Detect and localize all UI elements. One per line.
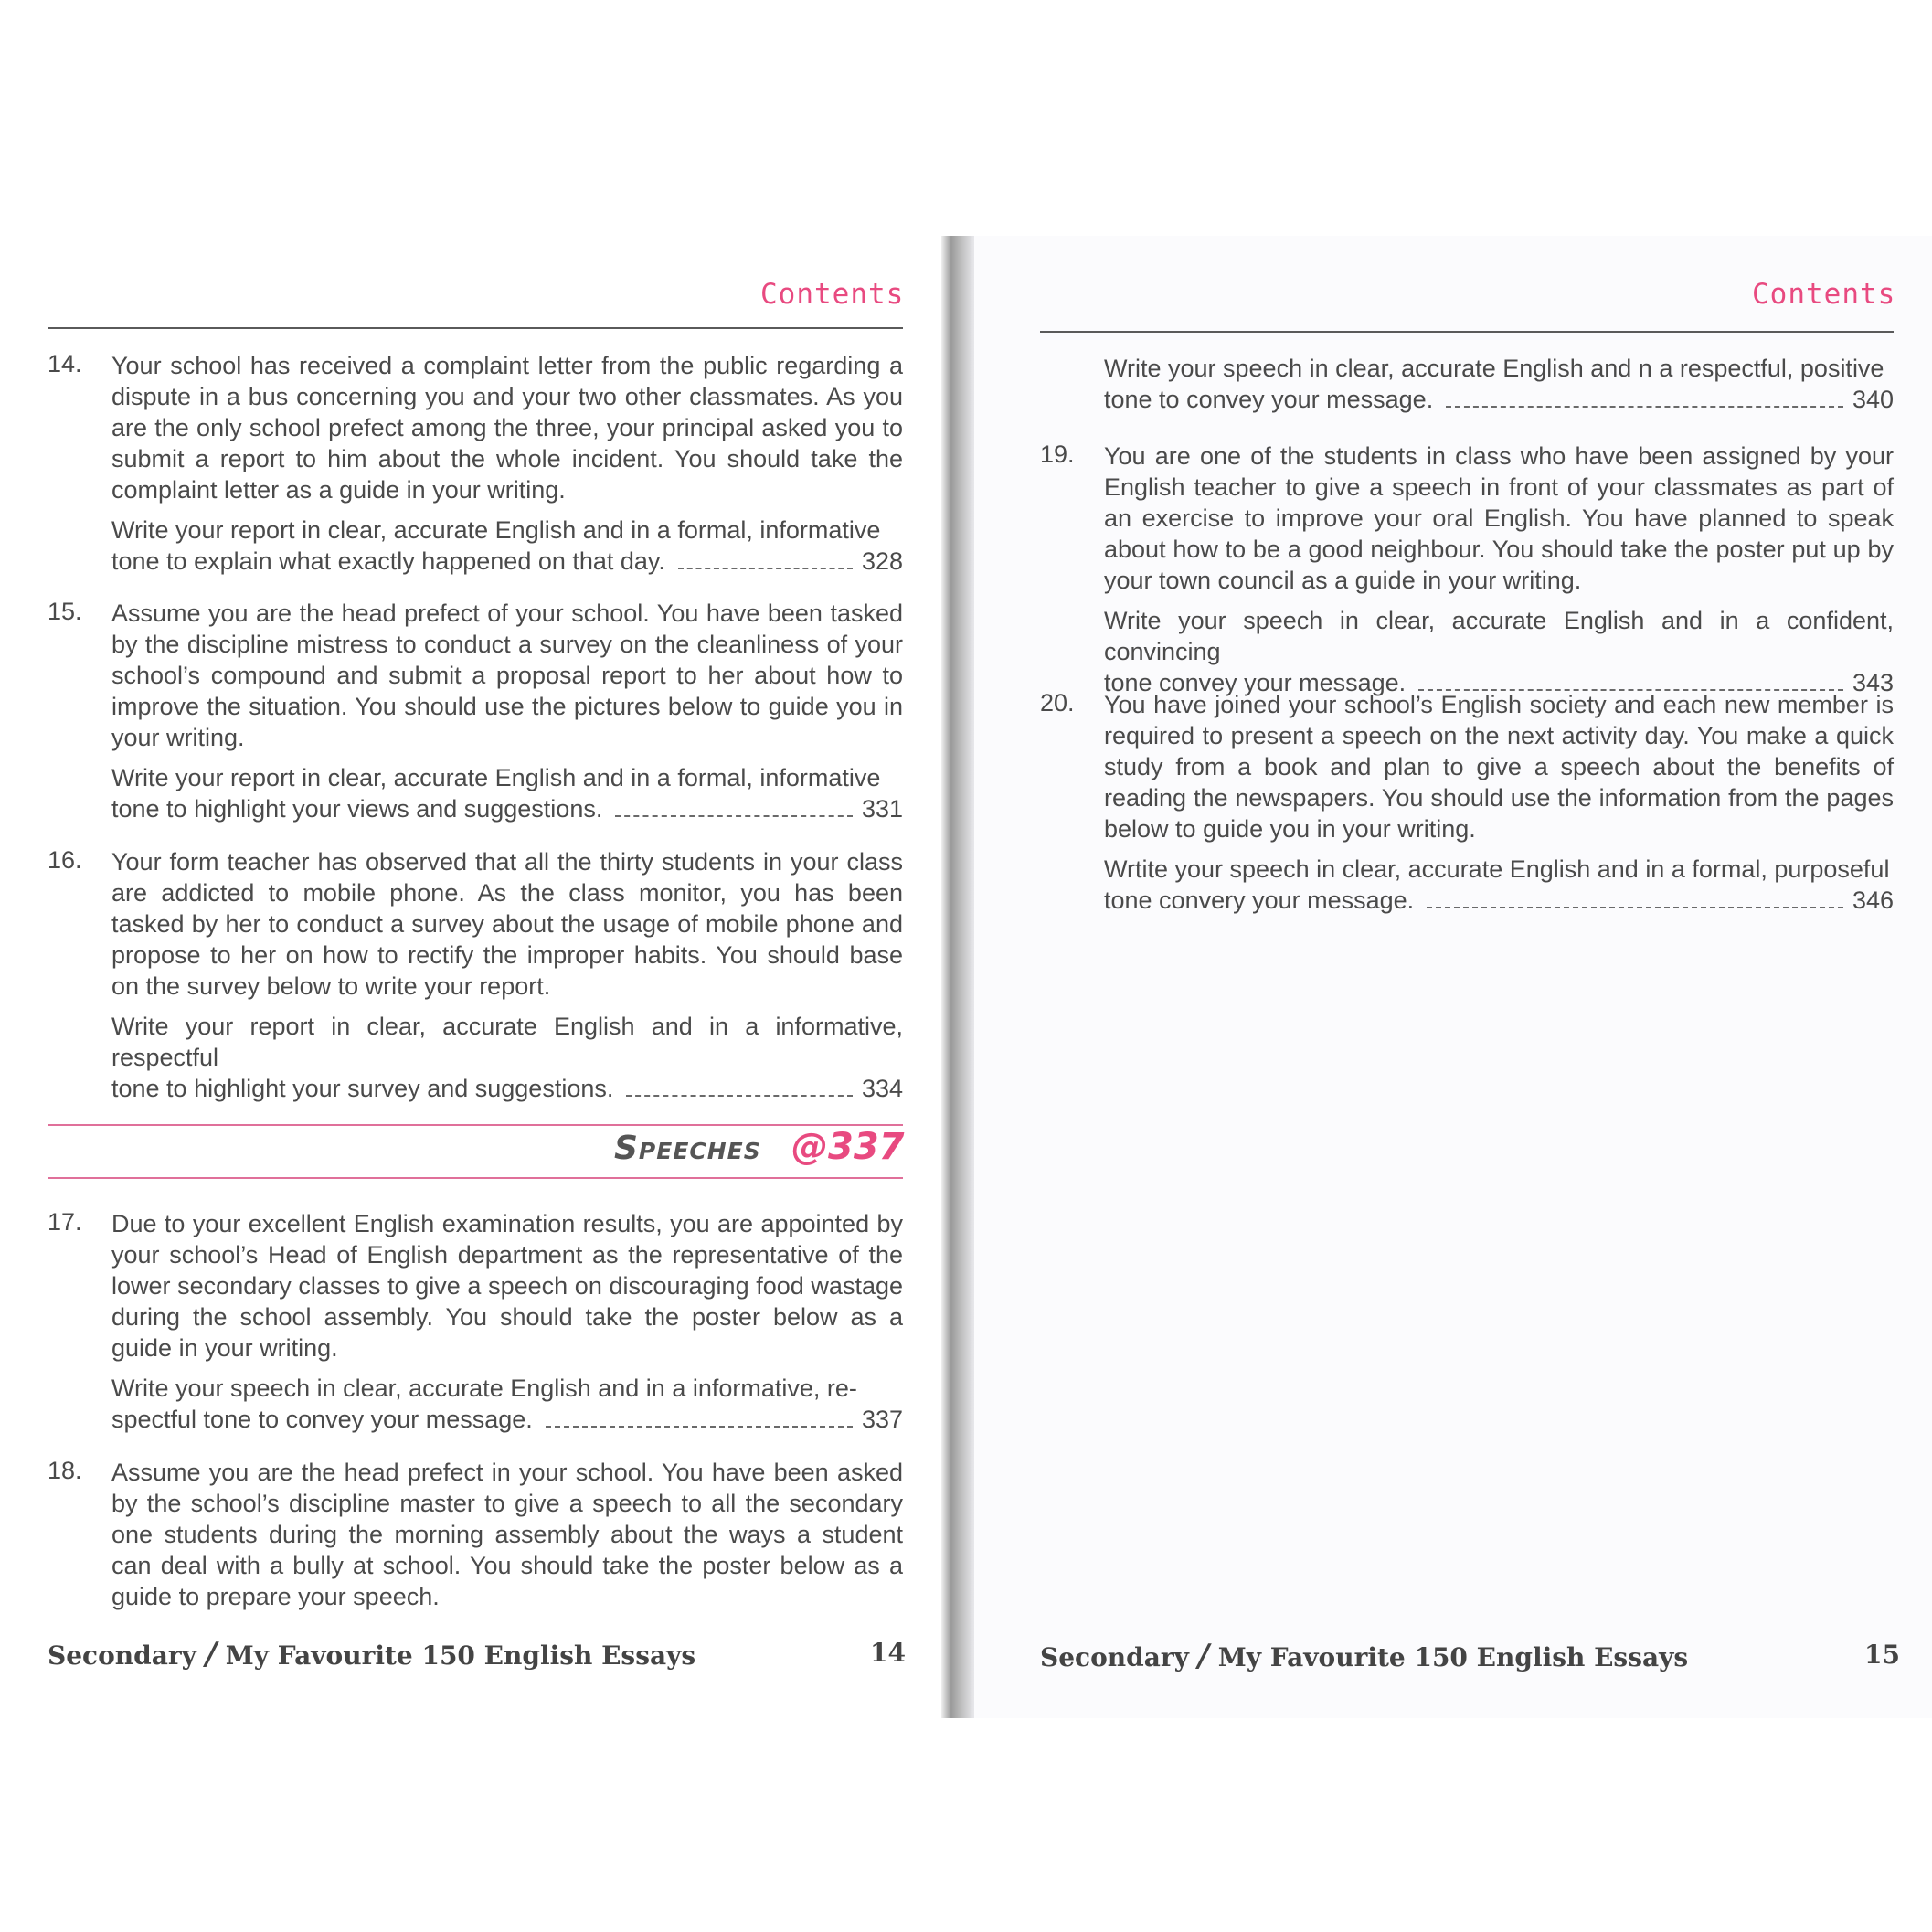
entry-description: Assume you are the head prefect in your school. You have been asked by the school’s discipline master to give a speech to all the secondary one students during the morning assembly about the ways a student can deal with a bully at school. You should take the poster below as a guide to prepare your speech. (111, 1459, 903, 1610)
entry-description: Assume you are the head prefect of your school. You have been tasked by the discipline mistress to conduct a survey on the cleanliness of your school’s compound and submit a proposal report to her about how to improve the situation. You should use the pictures below to guide you in your writing. (111, 600, 903, 751)
footer-book-title: My Favourite 150 English Essays (1217, 1642, 1689, 1672)
entry-number: 16. (48, 846, 82, 874)
entry-page-number: 340 (1852, 386, 1894, 413)
entry-leader-text: tone to convey your message. (1104, 386, 1434, 413)
section-heading-speeches: Speeches (614, 1130, 761, 1167)
entry-leader-line (1104, 885, 1894, 916)
entry-leader-line (111, 546, 903, 577)
left-header-title: Contents (760, 278, 905, 311)
entry-page-number: 334 (861, 1075, 903, 1102)
footer-series: Secondary (48, 1640, 196, 1671)
left-footer (48, 1636, 695, 1672)
right-footer (1040, 1638, 1688, 1674)
book-spine (941, 236, 974, 1718)
entry-instruction: Write your speech in clear, accurate English and in a confident, convincing (1104, 607, 1894, 665)
contents-entry-19 (1040, 441, 1894, 698)
entry-page-number: 328 (861, 547, 903, 575)
entry-leader-text: tone to highlight your survey and suggestions. (111, 1075, 614, 1102)
dotted-leader (546, 1426, 853, 1428)
entry-page-number: 331 (861, 795, 903, 823)
entry-number: 19. (1040, 441, 1075, 468)
entry-number: 15. (48, 598, 82, 625)
entry-leader-line (111, 1404, 903, 1435)
right-page-number: 15 (1864, 1640, 1900, 1670)
entry-instruction: Write your report in clear, accurate English and in a formal, informative (111, 764, 881, 791)
contents-entry-18-continued (1040, 353, 1894, 415)
left-page-number: 14 (870, 1638, 906, 1668)
entry-number: 17. (48, 1208, 82, 1236)
entry-number: 18. (48, 1457, 82, 1484)
entry-number: 14. (48, 350, 82, 377)
entry-leader-text: spectful tone to convey your message. (111, 1406, 533, 1433)
entry-instruction: Write your report in clear, accurate English and in a formal, informative (111, 516, 881, 544)
footer-book-title: My Favourite 150 English Essays (225, 1640, 696, 1671)
contents-entry-14 (48, 350, 903, 577)
entry-instruction: Write your speech in clear, accurate English and in a informative, re- (111, 1375, 857, 1402)
entry-description: Your school has received a complaint letter from the public regarding a dispute in a bus concerning you and your two other classmates. As you are the only school prefect among the three, your principal asked you to submit a report to him about the whole incident. You should take the complaint letter as a guide in your writing. (111, 352, 903, 504)
section-top-rule (48, 1124, 903, 1126)
entry-leader-text: tone convery your message. (1104, 886, 1415, 914)
entry-leader-line (1104, 384, 1894, 415)
entry-number: 20. (1040, 689, 1075, 717)
contents-entry-18 (48, 1457, 903, 1612)
left-header-rule (48, 327, 903, 329)
entry-leader-line (111, 793, 903, 824)
entry-leader-text: tone to explain what exactly happened on that day. (111, 547, 665, 575)
dotted-leader (1427, 907, 1843, 908)
right-header-rule (1040, 331, 1894, 333)
section-bottom-rule (48, 1177, 903, 1179)
entry-leader-text: tone convey your message. (1104, 669, 1407, 696)
entry-leader-text: tone to highlight your views and suggestions. (111, 795, 603, 823)
contents-entry-17 (48, 1208, 903, 1435)
entry-leader-line (111, 1073, 903, 1104)
contents-entry-16 (48, 846, 903, 1104)
section-page-reference: @337 (791, 1126, 905, 1168)
entry-page-number: 343 (1852, 669, 1894, 696)
contents-entry-20 (1040, 689, 1894, 916)
dotted-leader (1446, 406, 1843, 408)
dotted-leader (615, 815, 853, 817)
right-header-title: Contents (1752, 278, 1896, 311)
entry-page-number: 346 (1852, 886, 1894, 914)
entry-instruction: Write your speech in clear, accurate English and n a respectful, positive (1104, 355, 1884, 382)
entry-description: Due to your excellent English examination results, you are appointed by your school’s Head of English department as the representative of the lower secondary classes to give a speech on discouraging food wastage during the school assembly. You should take the poster below as a guide in your writing. (111, 1210, 903, 1362)
entry-description: You have joined your school’s English society and each new member is required to present a speech on the next activity day. You make a quick study from a book and plan to give a speech about the benefits of reading the newspapers. You should use the information from the pages below to guide you in your writing. (1104, 691, 1894, 843)
contents-entry-15 (48, 598, 903, 824)
entry-description: You are one of the students in class who have been assigned by your English teacher to give a speech in front of your classmates as part of an exercise to improve your oral English. You have planned to speak about how to be a good neighbour. You should take the poster put up by your town council as a guide in your writing. (1104, 442, 1894, 594)
entry-instruction: Write your report in clear, accurate English and in a informative, respectful (111, 1013, 903, 1071)
entry-description: Your form teacher has observed that all the thirty students in your class are addicted to mobile phone. As the class monitor, you has been tasked by her to conduct a survey about the usage of mobile phone and propose to her on how to rectify the improper habits. You should base on the survey below to write your report. (111, 848, 903, 1000)
footer-slash: / (1197, 1638, 1210, 1674)
entry-instruction: Wrtite your speech in clear, accurate English and in a formal, purposeful (1104, 855, 1890, 883)
dotted-leader (626, 1095, 853, 1097)
footer-series: Secondary (1040, 1642, 1189, 1672)
entry-page-number: 337 (861, 1406, 903, 1433)
footer-slash: / (205, 1636, 218, 1672)
dotted-leader (678, 568, 853, 569)
